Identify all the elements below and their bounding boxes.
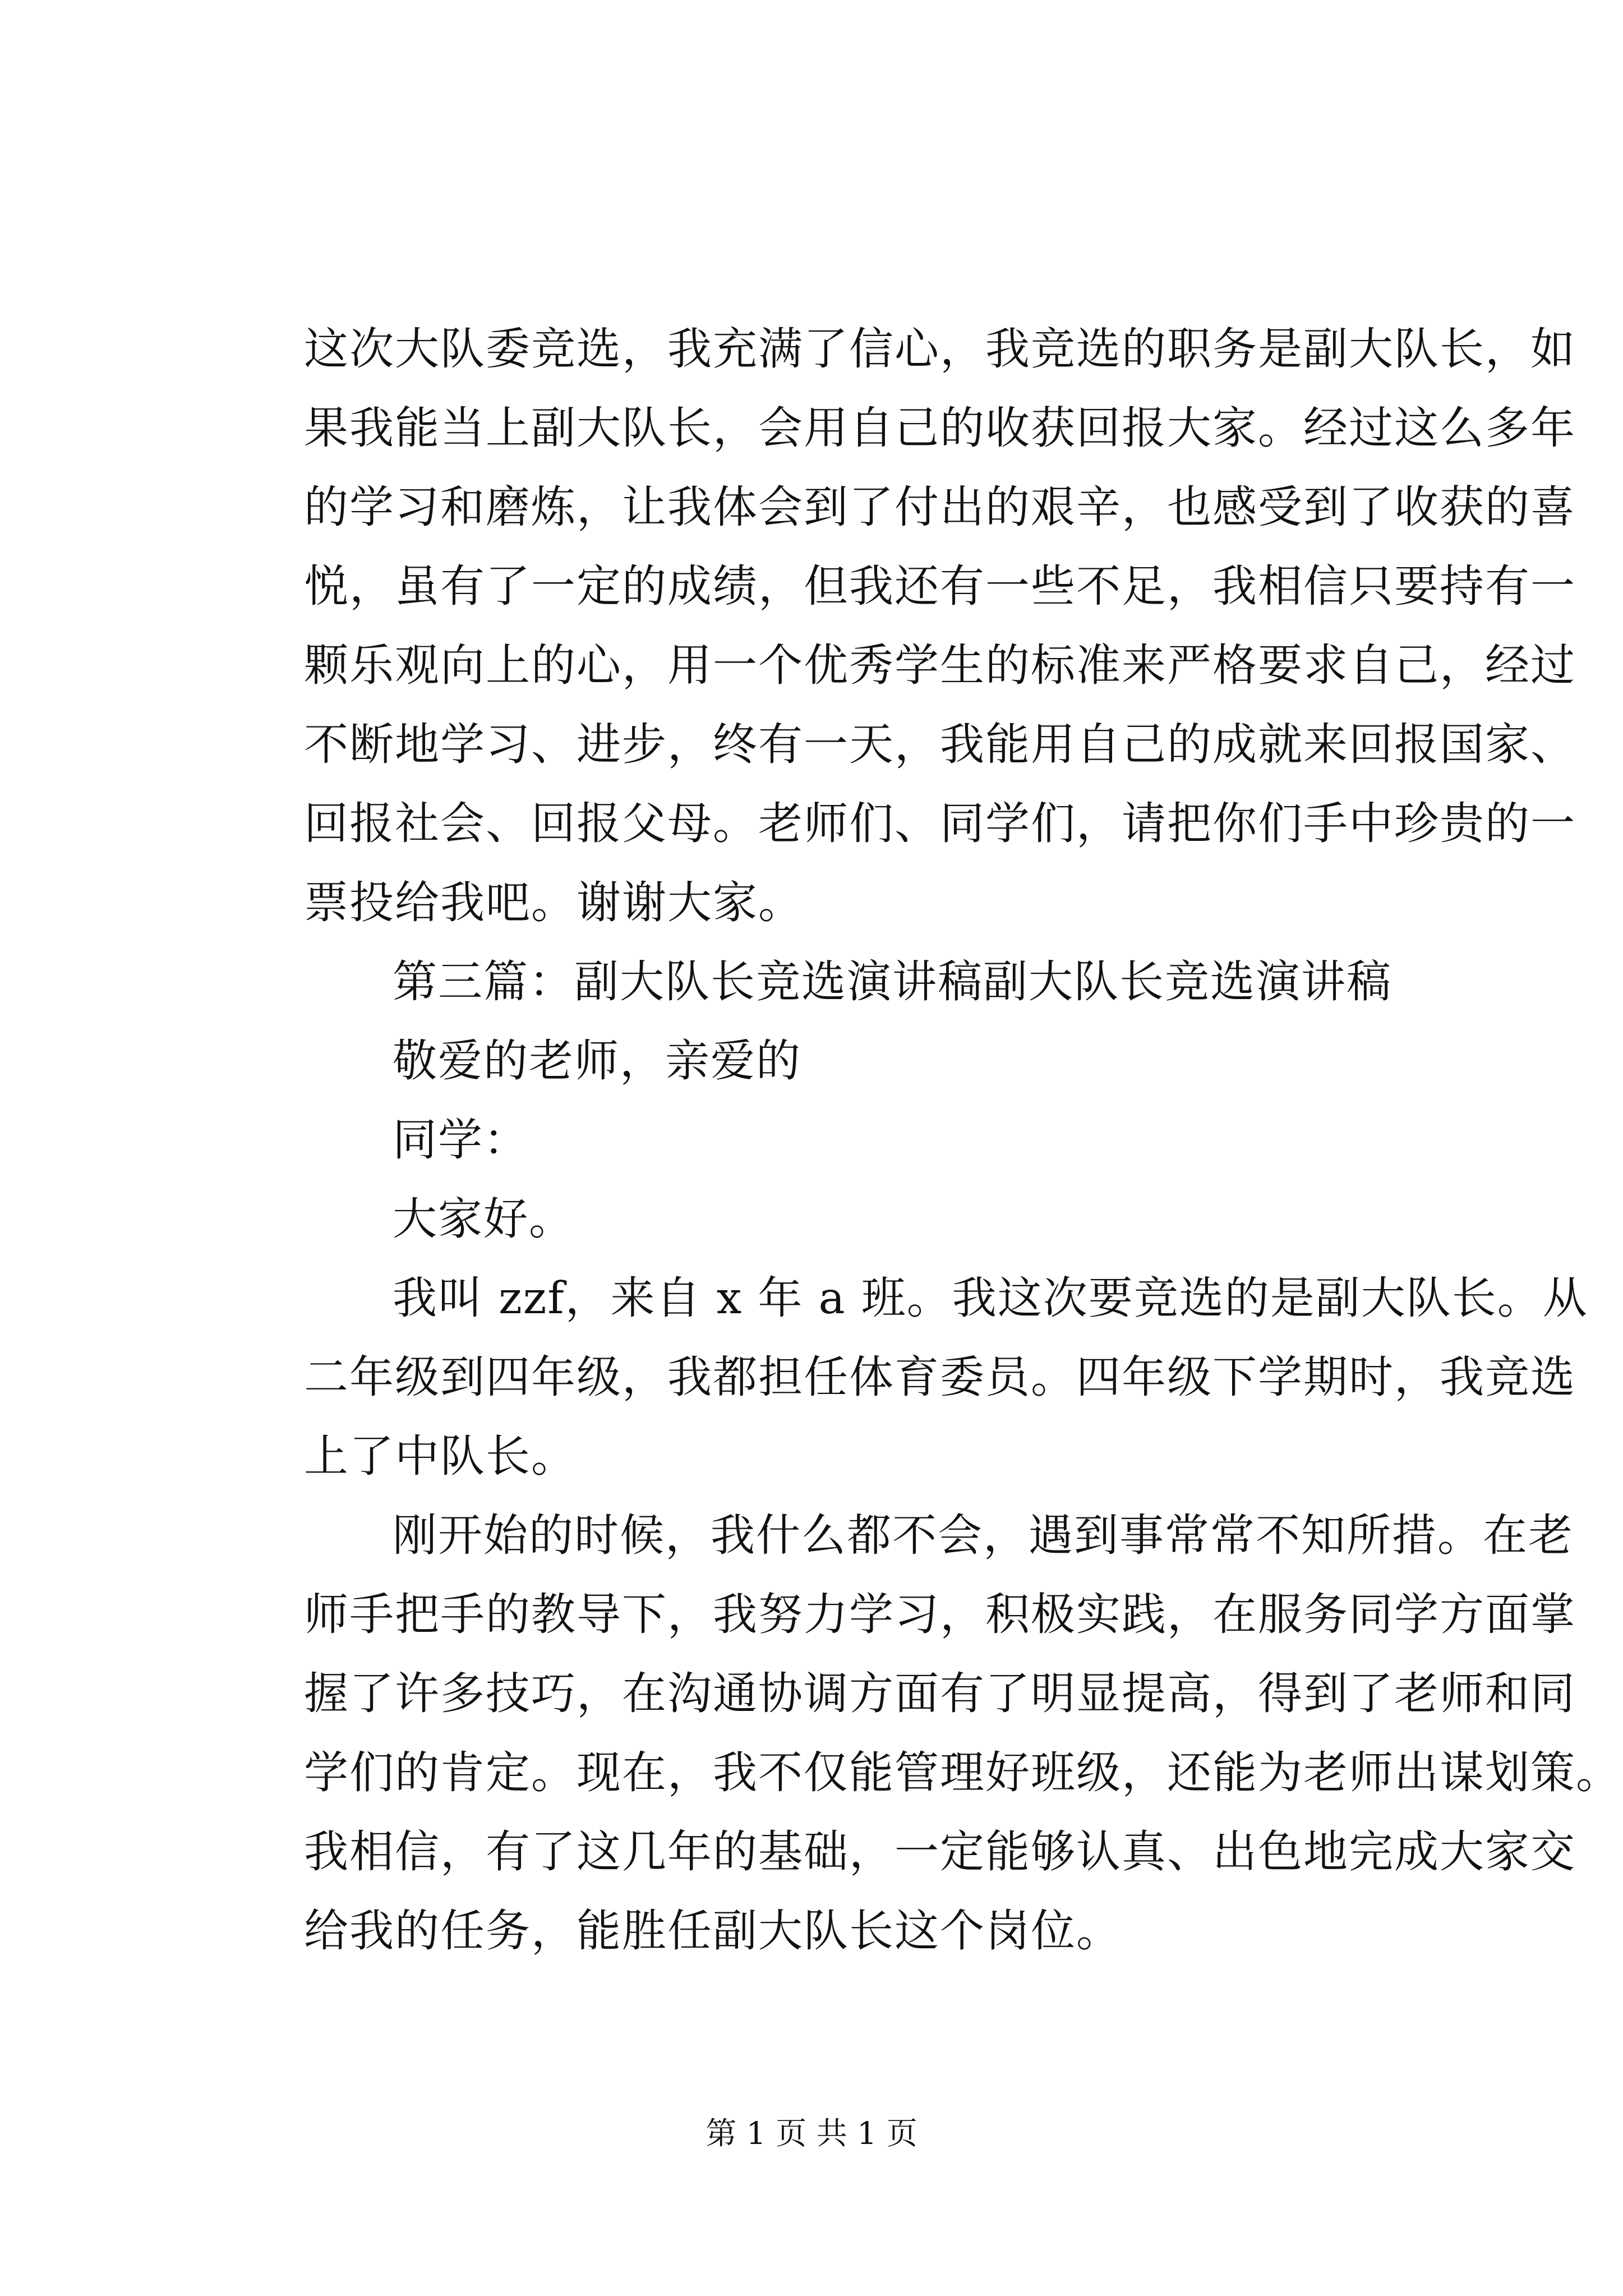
paragraph-line: 师手把手的教导下，我努力学习，积极实践，在服务同学方面掌 <box>304 1589 1576 1640</box>
paragraph-line: 我相信，有了这几年的基础，一定能够认真、出色地完成大家交 <box>304 1826 1576 1878</box>
paragraph-line: 不断地学习、进步，终有一天，我能用自己的成就来回报国家、 <box>304 719 1576 770</box>
salutation-line: 敬爱的老师，亲爱的 <box>393 1035 801 1087</box>
paragraph-line: 二年级到四年级，我都担任体育委员。四年级下学期时，我竞选 <box>304 1351 1576 1403</box>
greeting-line: 大家好。 <box>393 1193 574 1245</box>
salutation-line: 同学： <box>393 1114 529 1166</box>
paragraph-line: 握了许多技巧，在沟通协调方面有了明显提高，得到了老师和同 <box>304 1668 1576 1719</box>
paragraph-line: 给我的任务，能胜任副大队长这个岗位。 <box>304 1905 1122 1957</box>
paragraph-line: 学们的肯定。现在，我不仅能管理好班级，还能为老师出谋划策。 <box>304 1747 1621 1798</box>
paragraph-line: 的学习和磨炼，让我体会到了付出的艰辛，也感受到了收获的喜 <box>304 481 1576 533</box>
document-body <box>304 310 1621 1971</box>
paragraph-line: 刚开始的时候，我什么都不会，遇到事常常不知所措。在老 <box>393 1510 1574 1561</box>
paragraph-line: 票投给我吧。谢谢大家。 <box>304 877 804 928</box>
paragraph-line: 颗乐观向上的心，用一个优秀学生的标准来严格要求自己，经过 <box>304 639 1576 691</box>
paragraph-line: 上了中队长。 <box>304 1430 577 1482</box>
paragraph-line: 回报社会、回报父母。老师们、同学们，请把你们手中珍贵的一 <box>304 798 1576 849</box>
paragraph-line: 果我能当上副大队长，会用自己的收获回报大家。经过这么多年 <box>304 402 1576 454</box>
paragraph-line: 我叫 zzf，来自 x 年 a 班。我这次要竞选的是副大队长。从 <box>393 1272 1588 1324</box>
paragraph-line: 这次大队委竞选，我充满了信心，我竞选的职务是副大队长，如 <box>304 323 1576 375</box>
paragraph-line: 悦，虽有了一定的成绩，但我还有一些不足，我相信只要持有一 <box>304 560 1576 612</box>
section-heading: 第三篇：副大队长竞选演讲稿副大队长竞选演讲稿 <box>393 956 1392 1007</box>
page-number-footer: 第 1 页 共 1 页 <box>706 2115 917 2151</box>
